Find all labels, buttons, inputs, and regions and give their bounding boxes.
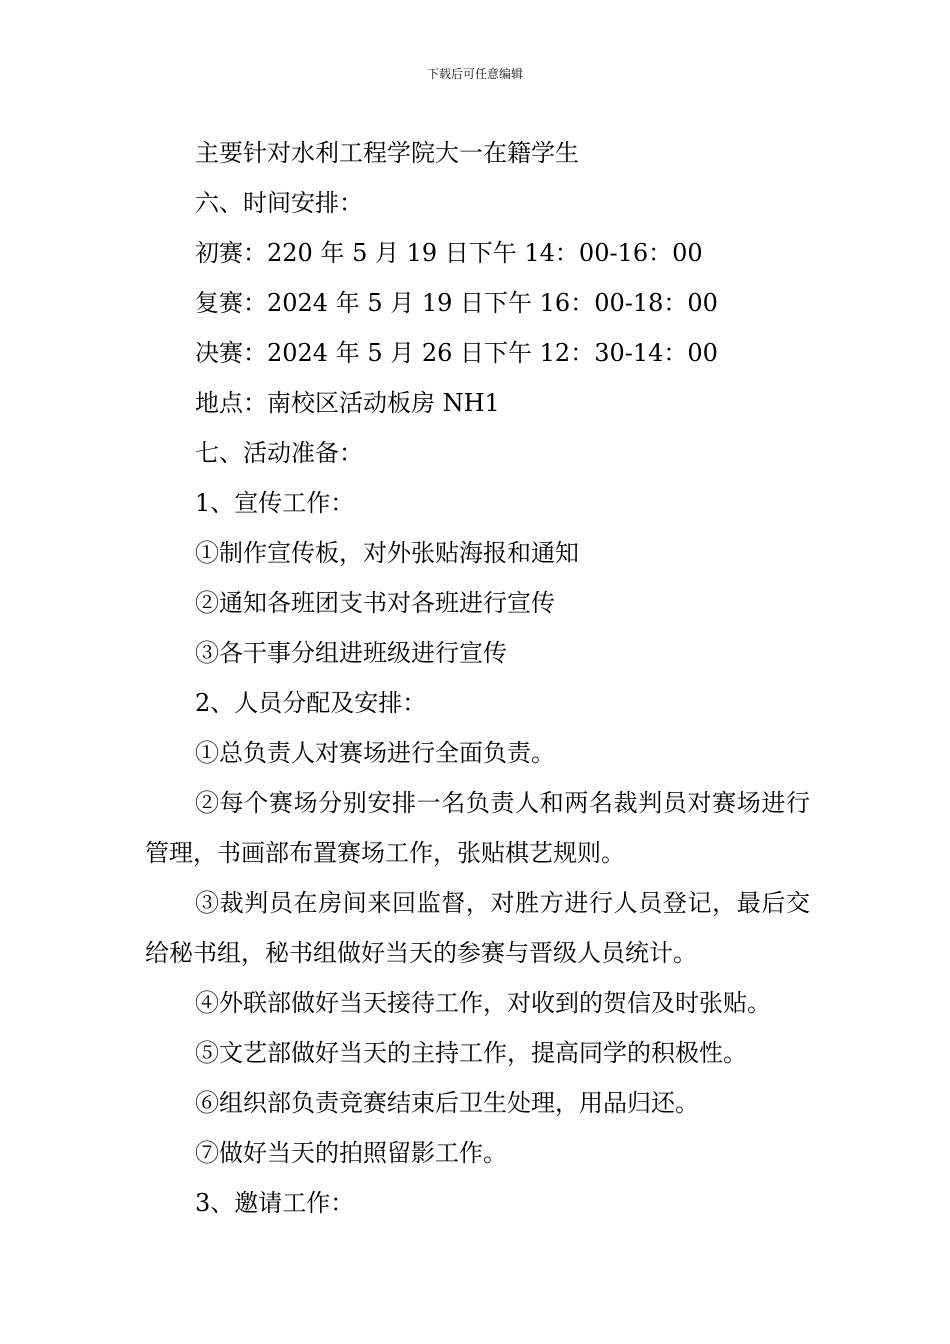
list-item-paragraph: ③裁判员在房间来回监督，对胜方进行人员登记，最后交给秘书组，秘书组做好当天的参赛与晋级人员统计。 (145, 889, 810, 967)
list-item: ①制作宣传板，对外张贴海报和通知 (195, 539, 579, 567)
text-line-second-round: 复赛：2024 年 5 月 19 日下午 16：00-18：00 (195, 289, 718, 317)
subheading-staffing: 2、人员分配及安排： (195, 689, 427, 717)
text-line-preliminary: 初赛：220 年 5 月 19 日下午 14：00-16：00 (195, 239, 703, 267)
list-item: ②通知各班团支书对各班进行宣传 (195, 589, 555, 617)
list-item: ①总负责人对赛场进行全面负责。 (195, 739, 555, 767)
list-item: ⑦做好当天的拍照留影工作。 (195, 1139, 507, 1167)
subheading-publicity: 1、宣传工作： (195, 489, 355, 517)
list-item: ⑤文艺部做好当天的主持工作，提高同学的积极性。 (195, 1039, 747, 1067)
text-line-final: 决赛：2024 年 5 月 26 日下午 12：30-14：00 (195, 339, 718, 367)
section-heading-preparation: 七、活动准备： (195, 439, 363, 467)
section-heading-schedule: 六、时间安排： (195, 189, 363, 217)
list-item-paragraph: ②每个赛场分别安排一名负责人和两名裁判员对赛场进行管理，书画部布置赛场工作，张贴棋艺规则。 (145, 789, 810, 867)
list-item: ③各干事分组进班级进行宣传 (195, 639, 507, 667)
subheading-invitation: 3、邀请工作： (195, 1189, 355, 1217)
document-body (145, 128, 810, 1228)
list-item: ④外联部做好当天接待工作，对收到的贺信及时张贴。 (195, 989, 771, 1017)
page-header-note: 下载后可任意编辑 (426, 67, 523, 81)
list-item: ⑥组织部负责竞赛结束后卫生处理，用品归还。 (195, 1089, 699, 1117)
text-line: 主要针对水利工程学院大一在籍学生 (195, 139, 579, 167)
text-line-location: 地点：南校区活动板房 NH1 (195, 389, 500, 417)
